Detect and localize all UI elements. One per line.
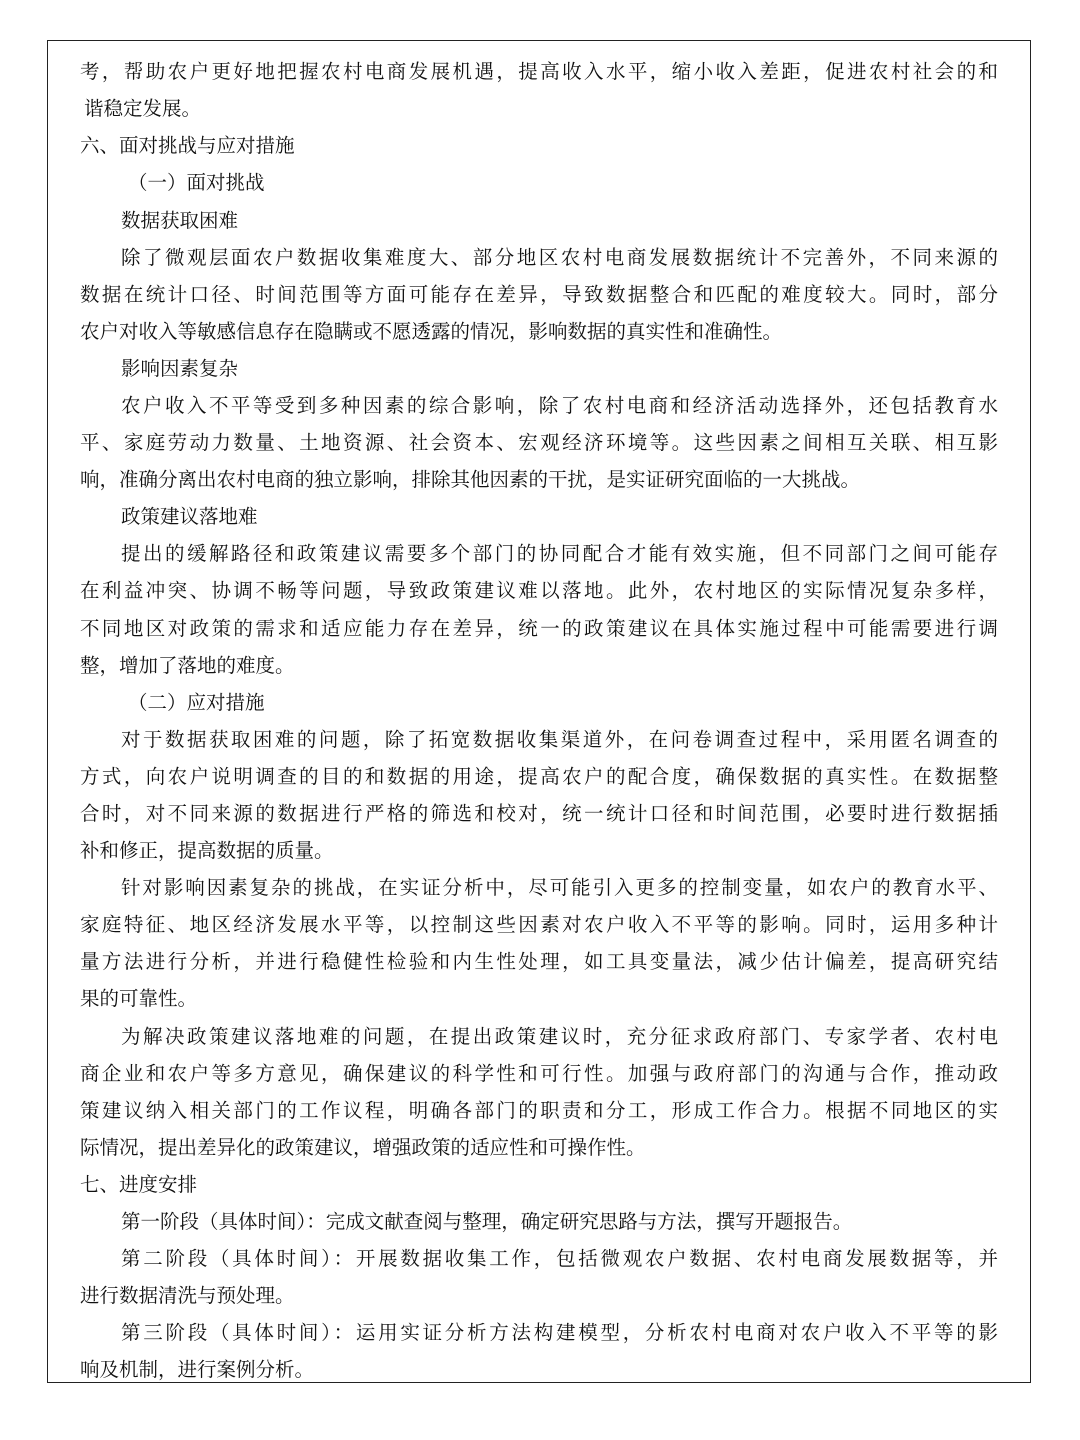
text-line: 响，准确分离出农村电商的独立影响，排除其他因素的干扰，是实证研究面临的一大挑战。: [80, 468, 861, 491]
text-line: 际情况，提出差异化的政策建议，增强政策的适应性和可操作性。: [80, 1136, 646, 1159]
text-line: 家庭特征、地区经济发展水平等，以控制这些因素对农户收入不平等的影响。同时，运用多种计: [80, 913, 998, 936]
text-line: 整，增加了落地的难度。: [80, 654, 295, 677]
text-line: 策建议纳入相关部门的工作议程，明确各部门的职责和分工，形成工作合力。根据不同地区的实: [80, 1099, 998, 1122]
text-line: 响及机制，进行案例分析。: [80, 1358, 315, 1381]
text-line: 第三阶段（具体时间）：运用实证分析方法构建模型，分析农村电商对农户收入不平等的影: [121, 1321, 998, 1344]
text-line: 补和修正，提高数据的质量。: [80, 839, 334, 862]
text-line: 进行数据清洗与预处理。: [80, 1284, 295, 1307]
text-line: 果的可靠性。: [80, 987, 198, 1010]
text-line: 针对影响因素复杂的挑战，在实证分析中，尽可能引入更多的控制变量，如农户的教育水平、: [121, 876, 998, 899]
text-line: 为解决政策建议落地难的问题，在提出政策建议时，充分征求政府部门、专家学者、农村电: [121, 1025, 998, 1048]
topic-heading: 数据获取困难: [121, 209, 239, 232]
text-line: 商企业和农户等多方意见，确保建议的科学性和可行性。加强与政府部门的沟通与合作，推动政: [80, 1062, 998, 1085]
text-line: 谐稳定发展。: [84, 97, 202, 120]
text-line: 提出的缓解路径和政策建议需要多个部门的协同配合才能有效实施，但不同部门之间可能存: [121, 542, 998, 565]
topic-heading: 影响因素复杂: [121, 357, 239, 380]
text-line: 第二阶段（具体时间）：开展数据收集工作，包括微观农户数据、农村电商发展数据等，并: [121, 1247, 998, 1270]
text-line: 考，帮助农户更好地把握农村电商发展机遇，提高收入水平，缩小收入差距，促进农村社会的和: [80, 60, 998, 83]
section-heading: 六、面对挑战与应对措施: [80, 134, 295, 157]
text-line: 对于数据获取困难的问题，除了拓宽数据收集渠道外，在问卷调查过程中，采用匿名调查的: [121, 728, 998, 751]
text-line: 合时，对不同来源的数据进行严格的筛选和校对，统一统计口径和时间范围，必要时进行数据插: [80, 802, 998, 825]
section-heading: 七、进度安排: [80, 1173, 198, 1196]
topic-heading: 政策建议落地难: [121, 505, 258, 528]
text-line: 农户对收入等敏感信息存在隐瞒或不愿透露的情况，影响数据的真实性和准确性。: [80, 320, 783, 343]
text-line: 不同地区对政策的需求和适应能力存在差异，统一的政策建议在具体实施过程中可能需要进行调: [80, 617, 998, 640]
text-line: 量方法进行分析，并进行稳健性检验和内生性处理，如工具变量法，减少估计偏差，提高研究结: [80, 950, 998, 973]
text-line: 第一阶段（具体时间）：完成文献查阅与整理，确定研究思路与方法，撰写开题报告。: [121, 1210, 853, 1233]
text-line: 方式，向农户说明调查的目的和数据的用途，提高农户的配合度，确保数据的真实性。在数据整: [80, 765, 998, 788]
text-line: 除了微观层面农户数据收集难度大、部分地区农村电商发展数据统计不完善外，不同来源的: [121, 246, 998, 269]
text-line: 在利益冲突、协调不畅等问题，导致政策建议难以落地。此外，农村地区的实际情况复杂多样，: [80, 579, 998, 602]
subsection-heading: （一）面对挑战: [128, 171, 265, 194]
text-line: 数据在统计口径、时间范围等方面可能存在差异，导致数据整合和匹配的难度较大。同时，部分: [80, 283, 998, 306]
text-line: 农户收入不平等受到多种因素的综合影响，除了农村电商和经济活动选择外，还包括教育水: [121, 394, 998, 417]
subsection-heading: （二）应对措施: [128, 691, 265, 714]
text-line: 平、家庭劳动力数量、土地资源、社会资本、宏观经济环境等。这些因素之间相互关联、相互影: [80, 431, 998, 454]
